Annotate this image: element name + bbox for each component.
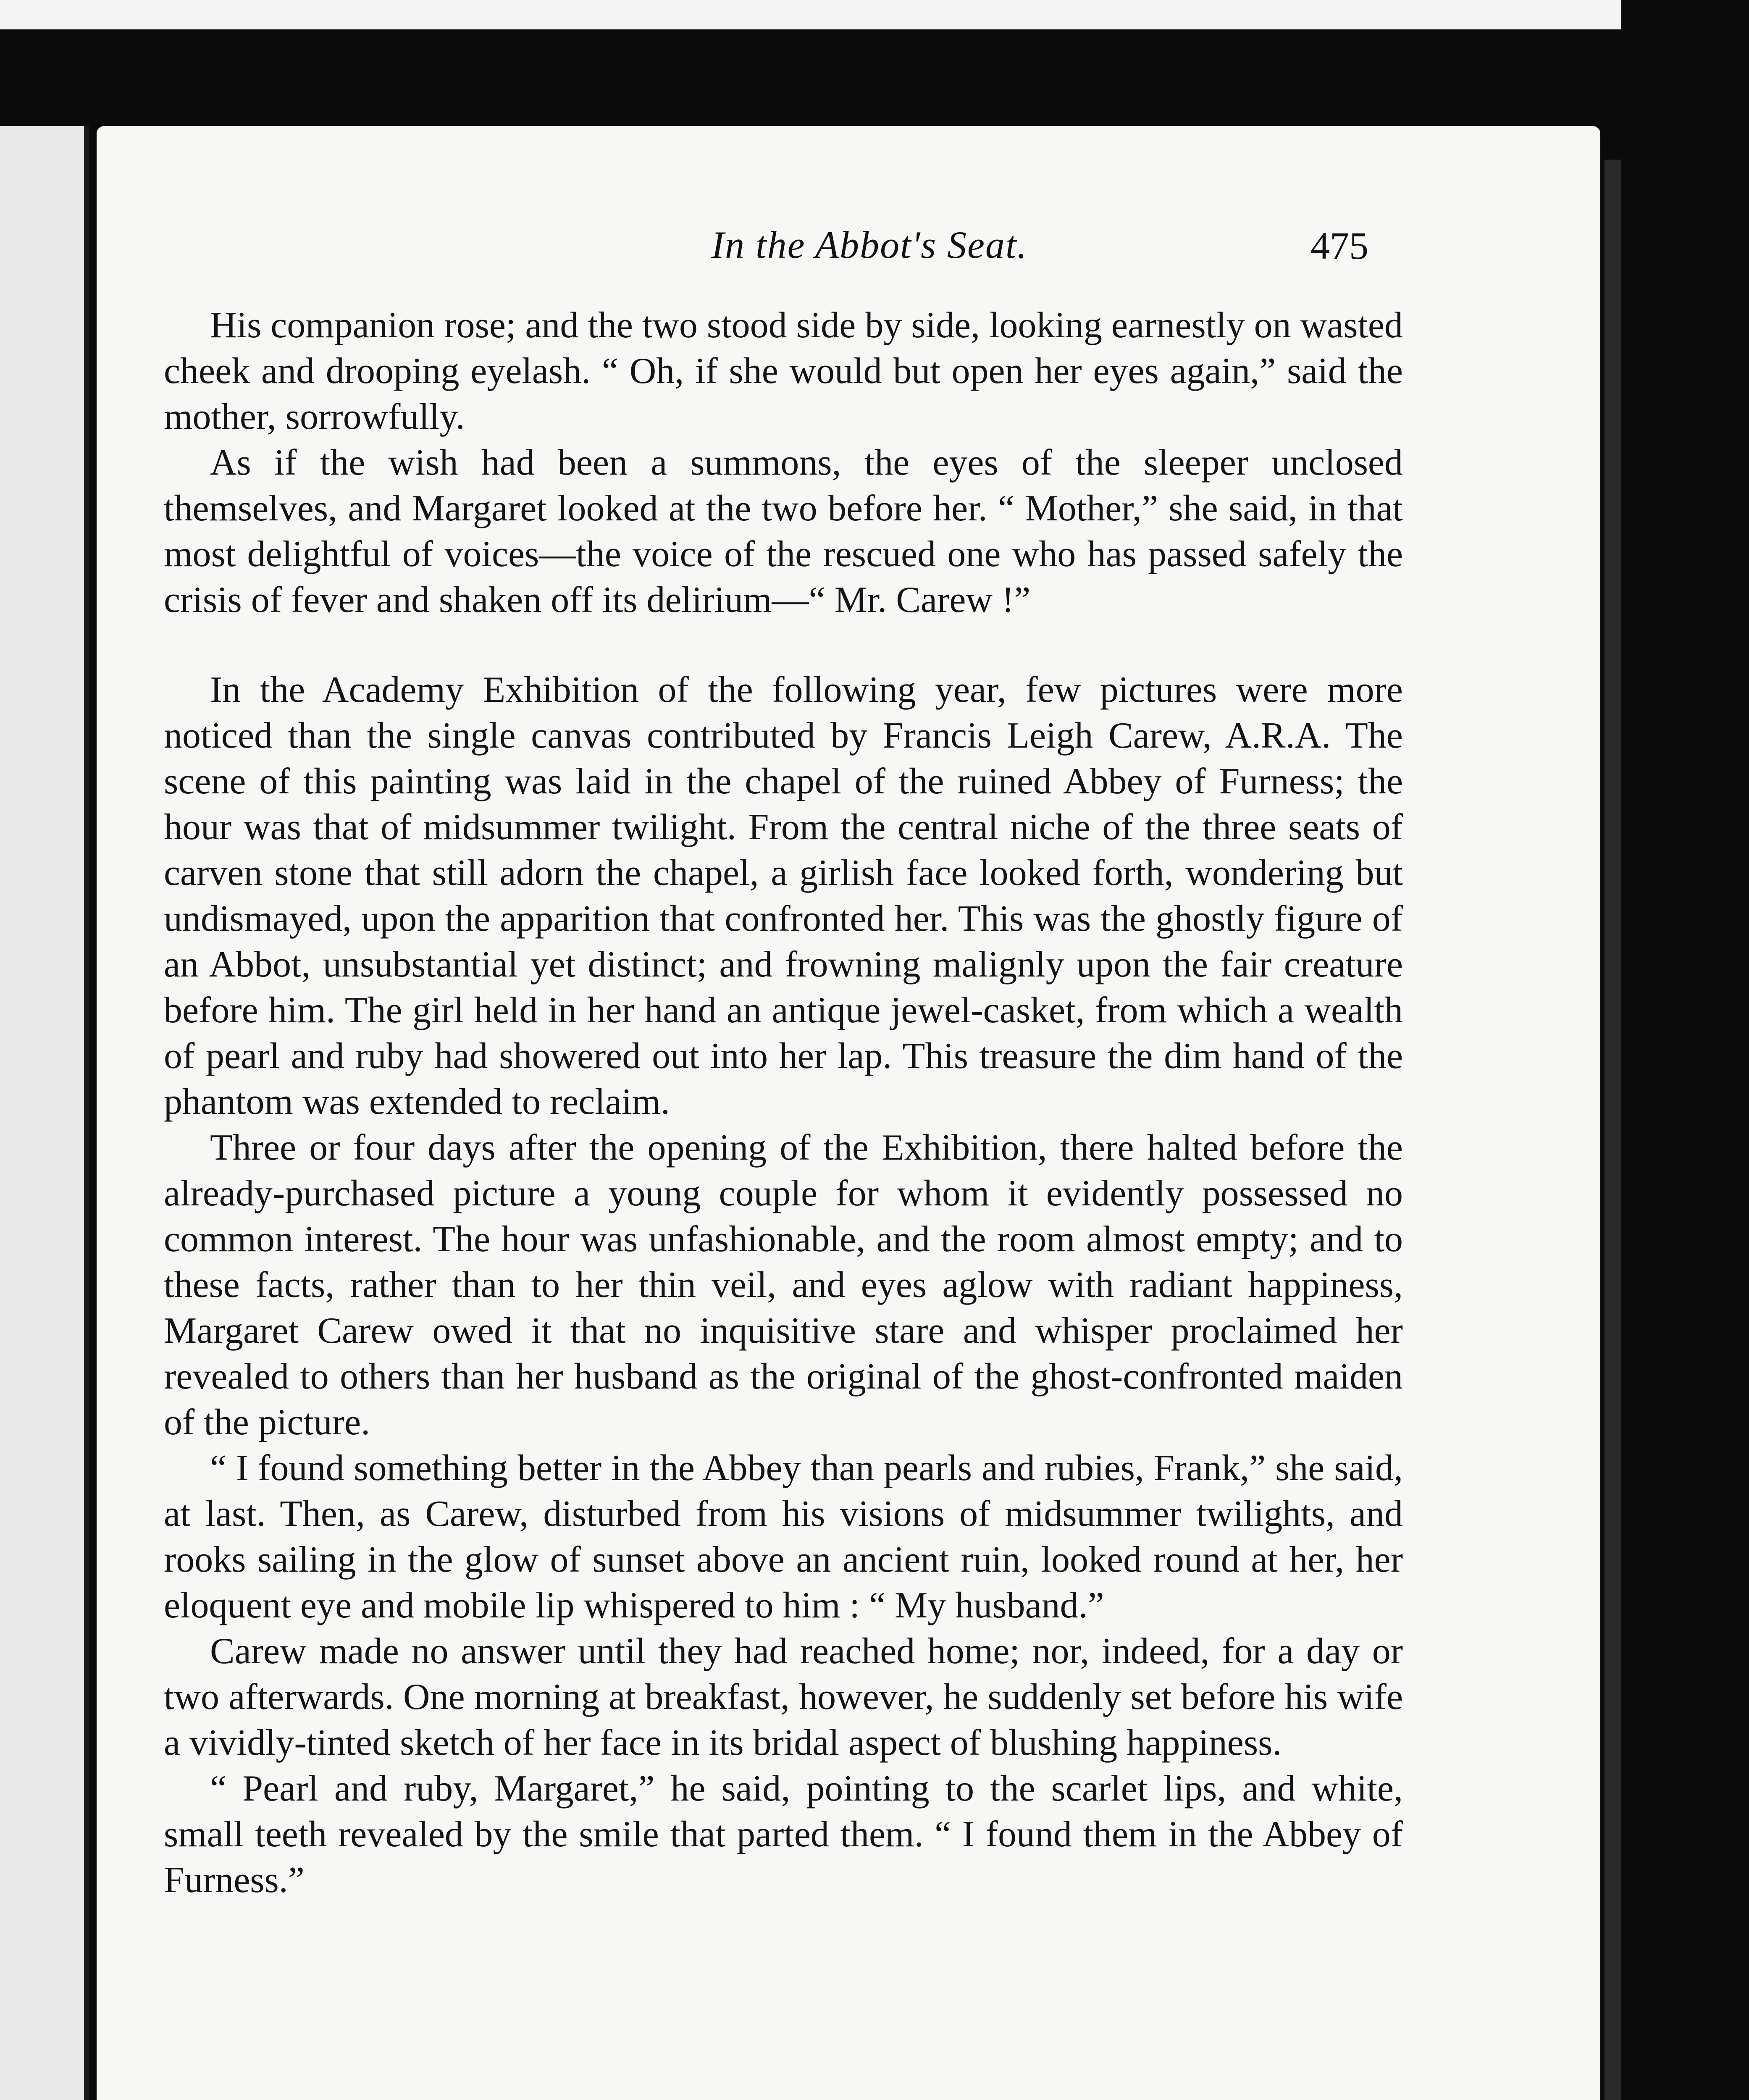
page-shadow xyxy=(1605,160,1621,2100)
paragraph: As if the wish had been a summons, the eyes of the sleeper unclosed themselves, and Margaret looked at the two before her. “ Mother,” she said, in that most delightful of voices—the voice of the rescued one who has passed safely the crisis of fever and shaken off its delirium—“ Mr. Carew !” xyxy=(164,442,1403,620)
book-page xyxy=(97,126,1600,2100)
page-number: 475 xyxy=(1310,224,1368,267)
paragraph: “ Pearl and ruby, Margaret,” he said, pointing to the scarlet lips, and white, small teeth revealed by the smile that parted them. “ I found them in the Abbey of Furness.” xyxy=(164,1768,1403,1900)
running-title: In the Abbot's Seat. xyxy=(711,223,1028,266)
paragraph: “ I found something better in the Abbey than pearls and rubies, Frank,” she said, at last. Then, as Carew, disturbed from his visions of midsummer twilights, and rooks sailing in the glow of sunset above an ancient ruin, looked round at her, her eloquent eye and mobile lip whispered to him : “ My husband.” xyxy=(164,1448,1403,1626)
body-text xyxy=(164,302,1403,1903)
paragraph: His companion rose; and the two stood side by side, looking earnestly on wasted cheek and drooping eyelash. “ Oh, if she would but open her eyes again,” said the mother, sorrowfully. xyxy=(164,305,1403,437)
scan-top-edge xyxy=(0,0,1621,29)
paragraph: Carew made no answer until they had reached home; nor, indeed, for a day or two afterwards. One morning at breakfast, however, he suddenly set before his wife a vividly-tinted sketch of her face in its bridal aspect of blushing happiness. xyxy=(164,1631,1403,1763)
facing-page-edge xyxy=(0,126,89,2100)
section-break xyxy=(164,623,1403,667)
paragraph: Three or four days after the opening of the Exhibition, there halted before the already-purchased picture a young couple for whom it evidently possessed no common interest. The hour was unfashionable, and the room almost empty; and to these facts, rather than to her thin veil, and eyes aglow with radiant happiness, Margaret Carew owed it that no inquisitive stare and whisper proclaimed her revealed to others than her husband as the original of the ghost-confronted maiden of the picture. xyxy=(164,1127,1403,1443)
paragraph: In the Academy Exhibition of the following year, few pictures were more noticed than the single canvas contributed by Francis Leigh Carew, A.R.A. The scene of this painting was laid in the chapel of the ruined Abbey of Furness; the hour was that of midsummer twilight. From the central niche of the three seats of carven stone that still adorn the chapel, a girlish face looked forth, wondering but undismayed, upon the apparition that confronted her. This was the ghostly figure of an Abbot, unsubstantial yet distinct; and frowning malignly upon the fair creature before him. The girl held in her hand an antique jewel-casket, from which a wealth of pearl and ruby had showered out into her lap. This treasure the dim hand of the phantom was extended to reclaim. xyxy=(164,669,1403,1122)
